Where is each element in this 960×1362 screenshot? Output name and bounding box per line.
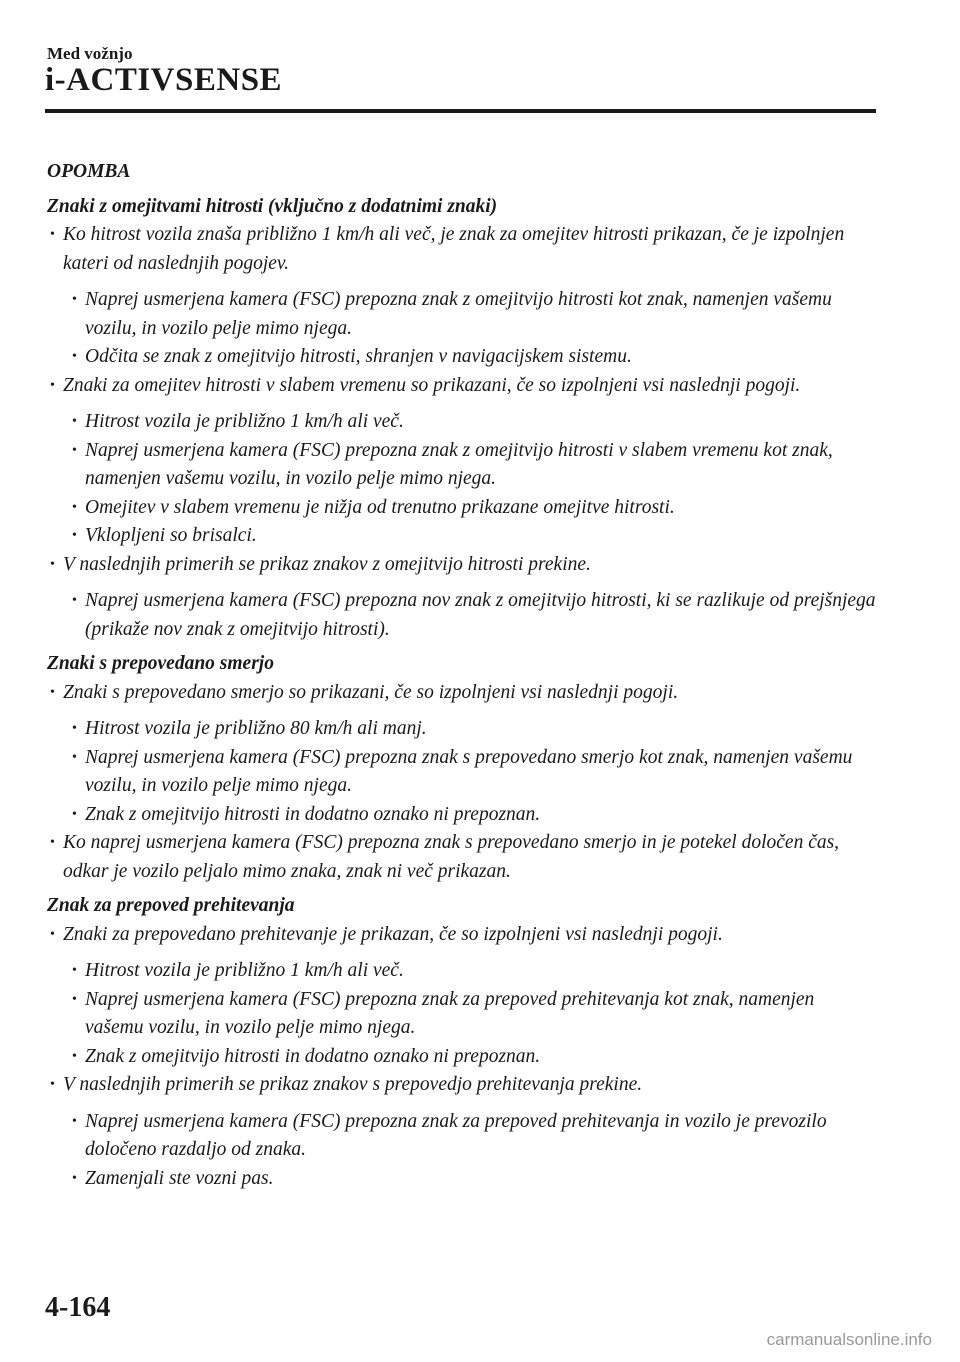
bullet-marker: • <box>72 721 77 736</box>
sub-bullet-item <box>47 957 877 986</box>
sub-bullet-item <box>47 286 877 343</box>
bullet-marker: • <box>50 1077 55 1092</box>
sub-bullet-item <box>47 587 877 644</box>
bullet-text: Znaki za omejitev hitrosti v slabem vremenu so prikazani, če so izpolnjeni vsi naslednji pogoji. <box>63 374 801 396</box>
bullet-marker: • <box>72 349 77 364</box>
bullet-item <box>47 551 877 580</box>
bullet-text: Ko naprej usmerjena kamera (FSC) prepozna znak s prepovedano smerjo in je potekel določen čas, odkar je vozilo peljalo mimo znaka, znak ni več prikazan. <box>63 832 840 882</box>
sub-bullet-text: Omejitev v slabem vremenu je nižja od trenutno prikazane omejitve hitrosti. <box>85 496 675 518</box>
sub-bullet-item <box>47 408 877 437</box>
bullet-item <box>47 221 877 278</box>
bullet-marker: • <box>72 593 77 608</box>
bullet-marker: • <box>50 684 55 700</box>
bullet-marker: • <box>72 963 77 978</box>
sub-bullet-text: Naprej usmerjena kamera (FSC) prepozna znak za prepoved prehitevanja in vozilo je prevozilo določeno razdaljo od znaka. <box>85 1110 827 1160</box>
bullet-item <box>47 679 877 708</box>
bullet-marker: • <box>72 528 77 543</box>
sub-bullet-text: Znak z omejitvijo hitrosti in dodatno oznako ni prepoznan. <box>85 1045 541 1067</box>
bullet-text: Znaki za prepovedano prehitevanje je prikazan, če so izpolnjeni vsi naslednji pogoji. <box>63 923 723 945</box>
bullet-item <box>47 1071 877 1100</box>
sub-bullet-item <box>47 437 877 494</box>
sub-bullet-text: Vklopljeni so brisalci. <box>85 525 257 546</box>
watermark: carmanualsonline.info <box>766 1330 932 1349</box>
bullet-text: V naslednjih primerih se prikaz znakov s prepovedjo prehitevanja prekine. <box>63 1074 643 1095</box>
sub-bullet-item <box>47 522 877 551</box>
page-number: 4-164 <box>45 1292 111 1323</box>
sub-bullet-text: Naprej usmerjena kamera (FSC) prepozna znak z omejitvijo hitrosti kot znak, namenjen vašemu vozilu, in vozilo pelje mimo njega. <box>85 289 832 339</box>
bullet-marker: • <box>50 926 55 942</box>
bullet-item <box>47 372 877 401</box>
sub-bullet-item <box>47 1043 877 1072</box>
bullet-text: V naslednjih primerih se prikaz znakov z omejitvijo hitrosti prekine. <box>63 553 591 575</box>
sub-bullet-text: Naprej usmerjena kamera (FSC) prepozna znak za prepoved prehitevanja kot znak, namenjen vašemu vozilu, in vozilo pelje mimo njega. <box>85 988 815 1038</box>
bullet-marker: • <box>72 292 77 307</box>
section-heading: Znaki s prepovedano smerjo <box>47 653 274 674</box>
bullet-marker: • <box>72 414 77 429</box>
bullet-text: Ko hitrost vozila znaša približno 1 km/h ali več, je znak za omejitev hitrosti prikazan, če je izpolnjen kateri od naslednjih pogojev. <box>63 224 845 274</box>
note-blocks <box>47 193 877 1194</box>
sub-bullet-text: Hitrost vozila je približno 1 km/h ali več. <box>85 960 404 981</box>
bullet-marker: • <box>72 991 77 1007</box>
section-heading: Znak za prepoved prehitevanja <box>47 895 295 916</box>
bullet-marker: • <box>72 442 77 458</box>
note-label: OPOMBA <box>47 161 131 182</box>
bullet-marker: • <box>72 749 77 765</box>
bullet-marker: • <box>50 556 55 572</box>
sub-bullet-text: Zamenjali ste vozni pas. <box>85 1167 274 1189</box>
header-divider <box>45 109 876 113</box>
sub-bullet-item <box>47 1165 877 1194</box>
sub-bullet-item <box>47 986 877 1043</box>
sub-bullet-text: Znak z omejitvijo hitrosti in dodatno oznako ni prepoznan. <box>85 803 541 825</box>
sub-bullet-text: Naprej usmerjena kamera (FSC) prepozna znak s prepovedano smerjo kot znak, namenjen vašemu vozilu, in vozilo pelje mimo njega. <box>85 746 853 796</box>
section-heading: Znaki z omejitvami hitrosti (vključno z dodatnimi znaki) <box>47 195 498 217</box>
sub-bullet-item <box>47 715 877 744</box>
sub-bullet-text: Hitrost vozila je približno 1 km/h ali več. <box>85 411 404 432</box>
sub-bullet-text: Hitrost vozila je približno 80 km/h ali manj. <box>85 718 427 739</box>
note-content <box>47 158 877 1193</box>
bullet-marker: • <box>50 377 55 393</box>
bullet-marker: • <box>72 806 77 822</box>
bullet-marker: • <box>72 1170 77 1186</box>
bullet-marker: • <box>72 499 77 515</box>
bullet-marker: • <box>50 835 55 850</box>
bullet-marker: • <box>72 1048 77 1064</box>
sub-bullet-item <box>47 343 877 372</box>
sub-bullet-text: Naprej usmerjena kamera (FSC) prepozna nov znak z omejitvijo hitrosti, ki se razlikuje od prejšnjega (prikaže nov znak z omejitvijo hitrosti). <box>85 590 876 640</box>
sub-bullet-text: Odčita se znak z omejitvijo hitrosti, shranjen v navigacijskem sistemu. <box>85 346 632 367</box>
page-title: i-ACTIVSENSE <box>45 62 283 98</box>
sub-bullet-item <box>47 494 877 523</box>
bullet-marker: • <box>72 1113 77 1129</box>
bullet-item <box>47 921 877 950</box>
sub-bullet-text: Naprej usmerjena kamera (FSC) prepozna znak z omejitvijo hitrosti v slabem vremenu kot znak, namenjen vašemu vozilu, in vozilo pelje mimo njega. <box>85 439 833 489</box>
bullet-item <box>47 829 877 886</box>
bullet-text: Znaki s prepovedano smerjo so prikazani, če so izpolnjeni vsi naslednji pogoji. <box>63 681 679 703</box>
sub-bullet-item <box>47 801 877 830</box>
running-header-section: Med vožnjo <box>47 44 133 63</box>
sub-bullet-item <box>47 744 877 801</box>
bullet-marker: • <box>50 227 55 242</box>
sub-bullet-item <box>47 1108 877 1165</box>
